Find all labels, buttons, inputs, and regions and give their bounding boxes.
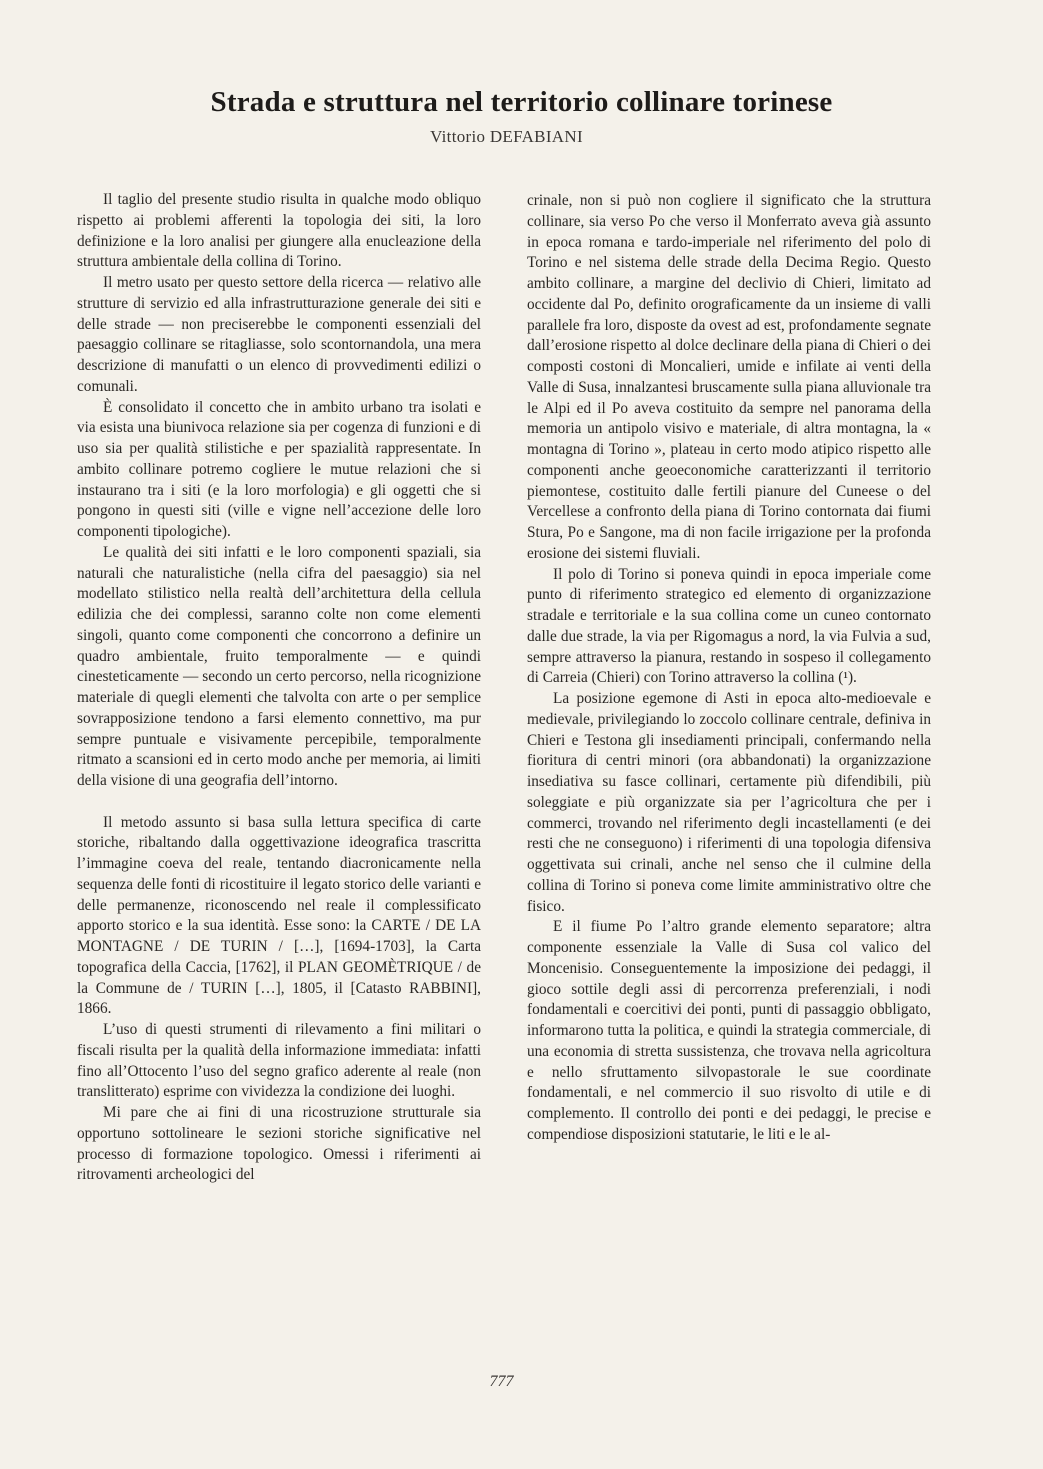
paragraph: Il polo di Torino si poneva quindi in epoca imperiale come punto di riferimento strategico ed elemento di organizzazione stradale e territoriale e la sua collina come un cuneo contornato dalle due strade, la via per Rigomagus a nord, la via Fulvia a sud, sempre attraverso la pianura, restando in sospeso il collegamento di Carreia (Chieri) con Torino attraverso la collina (¹). xyxy=(527,565,931,687)
paragraph: Mi pare che ai fini di una ricostruzione strutturale sia opportuno sottolineare le sezioni storiche significative nel processo di formazione topologico. Omessi i riferimenti ai ritrovamenti archeologici del xyxy=(77,1104,481,1184)
page-number: 777 xyxy=(489,1373,514,1390)
paragraph: L’uso di questi strumenti di rilevamento a fini militari o fiscali risulta per la qualità della informazione immediata: infatti fino all’Ottocento l’uso del segno grafico aderente al reale (non translitterato) esprime con vividezza la condizione dei luoghi. xyxy=(77,1021,481,1101)
paragraph: Le qualità dei siti infatti e le loro componenti spaziali, sia naturali che naturalistiche (nella cifra del paesaggio) sia nel modellato stilistico nella realtà dell’architettura della cellula edilizia che dei complessi, saranno colte non come elementi singoli, quanto come componenti che concorrono a definire un quadro ambientale, fruito temporalmente — e quindi cinesteticamente — secondo un certo percorso, nella ricognizione materiale di quegli elementi che talvolta con arte o per semplice sovrapposizione tendono a farsi elemento connettivo, ma pur sempre puntuale e visivamente percepibile, temporalmente ritmato a scansioni ed in certo modo anche per memoria, ai limiti della visione di una geografia dell’intorno. xyxy=(77,543,481,789)
paragraph: Il metro usato per questo settore della ricerca — relativo alle strutture di servizio ed alla infrastrutturazione generale dei siti e delle strade — non preciserebbe le componenti essenziali del paesaggio collinare se ritagliasse, solo scontornandola, una mera descrizione di manufatti o un elenco di provvedimenti edilizi o comunali. xyxy=(77,274,481,395)
paragraph: E il fiume Po l’altro grande elemento separatore; altra componente essenziale la Valle di Susa col valico del Moncenisio. Conseguentemente la imposizione dei pedaggi, il gioco sottile degli assi di percorrenza preferenziali, i nodi fondamentali e coercitivi dei ponti, punti di passaggio obbligato, informarono tutta la politica, e quindi la strategia commerciale, di una economia di stretta sussistenza, che trovava nella agricoltura e nello sfruttamento silvopastorale le sue coordinate fondamentali, e nel commercio il suo risvolto di utile e di complemento. Il controllo dei ponti e dei pedaggi, le precise e compendiose disposizioni statutarie, le liti e le al- xyxy=(527,918,931,1143)
paragraph: È consolidato il concetto che in ambito urbano tra isolati e via esista una biunivoca relazione sia per cogenza di funzioni e di uso sia per qualità stilistiche e per spazialità rappresentate. In ambito collinare potremo cogliere le mutue relazioni che si instaurano tra i siti (e la loro morfologia) e gli oggetti che si pongono in questi siti (ville e vigne nell’accezione delle loro componenti tipologiche). xyxy=(77,398,481,540)
left-column xyxy=(77,190,481,1186)
paragraph: La posizione egemone di Asti in epoca alto-medioevale e medievale, privilegiando lo zoccolo collinare centrale, definiva in Chieri e Testona gli insediamenti principali, confermando nella fioritura di centri minori (ora abbandonati) la organizzazione insediativa su fasce collinari, certamente più difendibili, più soleggiate e più organizzate sia per l’agricoltura che per i commerci, trovando nel riferimento degli incastellamenti (e dei resti che ne conseguono) i riferimenti di una topologia difensiva oggettivata sui crinali, anche nel senso che il culmine della collina di Torino si poneva come limite amministrativo oltre che fisico. xyxy=(527,690,931,915)
right-column xyxy=(527,191,931,1146)
paragraph: crinale, non si può non cogliere il significato che la struttura collinare, sia verso Po che verso il Monferrato aveva già assunto in epoca romana e tardo-imperiale nel riferimento del polo di Torino e nel sistema delle strade della Decima Regio. Questo ambito collinare, a margine del declivio di Chieri, limitato ad occidente dal Po, definito orograficamente da un insieme di valli parallele fra loro, disposte da ovest ad est, profondamente segnate dall’erosione rispetto al dolce declinare della piana di Chieri o dei composti costoni di Moncalieri, umide e infilate ai venti della Valle di Susa, innalzantesi bruscamente sulla piana alluvionale tra le Alpi ed il Po aveva costituito da sempre nel panorama della memoria un antipolo visivo e materiale, di altra montagna, la « montagna di Torino », plateau in certo modo atipico rispetto alle componenti anche geoeconomiche caratterizzanti il territorio piemontese, costituito dalle fertili pianure del Cuneese o del Vercellese a confronto della piana di Torino contornata dai fiumi Stura, Po e Sangone, ma di non facile irrigazione per la profonda erosione dei sistemi fluviali. xyxy=(527,192,931,562)
article-author: Vittorio DEFABIANI xyxy=(430,127,583,146)
paragraph: Il taglio del presente studio risulta in qualche modo obliquo rispetto ai problemi afferenti la topologia dei siti, la loro definizione e la loro analisi per giungere alla enucleazione della struttura ambientale della collina di Torino. xyxy=(77,191,481,271)
article-title: Strada e struttura nel territorio collinare torinese xyxy=(210,86,833,118)
paragraph: Il metodo assunto si basa sulla lettura specifica di carte storiche, ribaltando dalla oggettivazione ideografica trascritta l’immagine coeva del reale, tentando diacronicamente nella sequenza delle fonti di ricostituire il legato storico delle varianti e delle permanenze, riconoscendo nel reale il complessificato apporto storico e la sua identità. Esse sono: la CARTE / DE LA MONTAGNE / DE TURIN / […], [1694-1703], la Carta topografica della Caccia, [1762], il PLAN GEOMÈTRIQUE / de la Commune de / TURIN […], 1805, il [Catasto RABBINI], 1866. xyxy=(77,813,481,1018)
